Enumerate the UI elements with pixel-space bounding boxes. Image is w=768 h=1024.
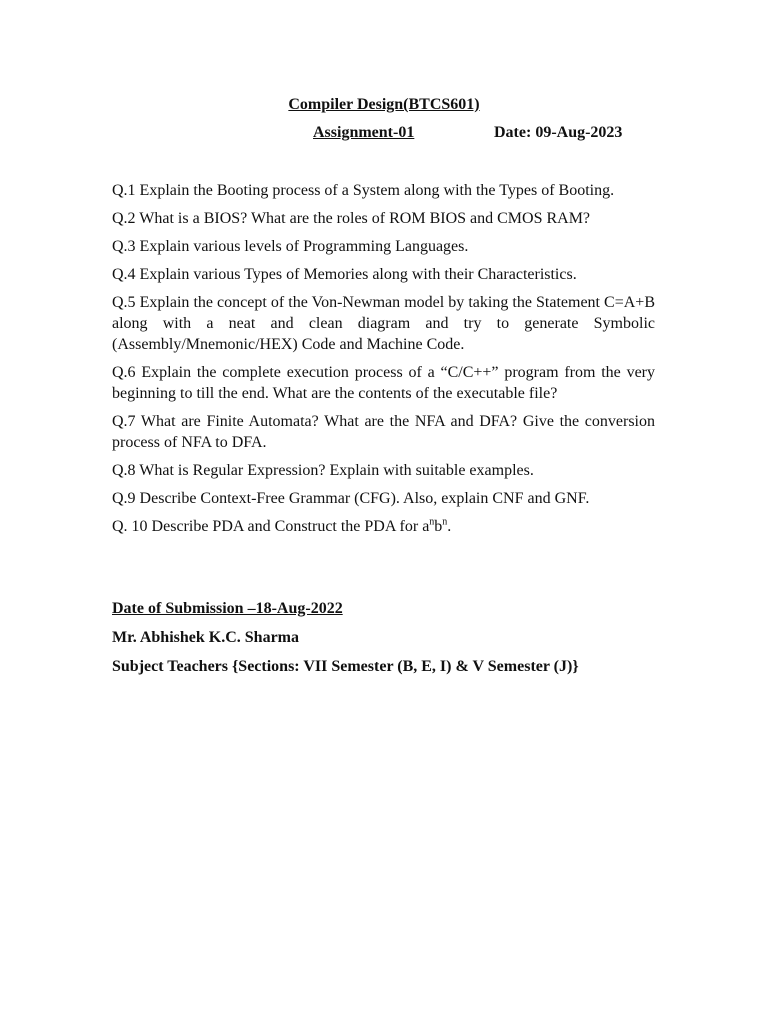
question-2: Q.2 What is a BIOS? What are the roles of ROM BIOS and CMOS RAM? xyxy=(112,210,591,227)
submission-date xyxy=(112,599,672,619)
teacher-name: Mr. Abhishek K.C. Sharma xyxy=(112,629,299,646)
question-1: Q.1 Explain the Booting process of a System along with the Types of Booting. xyxy=(112,182,615,199)
question-list xyxy=(112,180,655,544)
question-10-prefix: Q. 10 Describe PDA and Construct the PDA for a xyxy=(112,518,430,535)
question-3: Q.3 Explain various levels of Programming Languages. xyxy=(112,238,469,255)
question-8: Q.8 What is Regular Expression? Explain with suitable examples. xyxy=(112,462,534,479)
question-10-superscript-2: n xyxy=(442,516,448,528)
teacher-sections: Subject Teachers {Sections: VII Semester (B, E, I) & V Semester (J)} xyxy=(112,658,579,675)
question-5: Q.5 Explain the concept of the Von-Newman model by taking the Statement C=A+B along with a neat and clean diagram and try to generate Symbolic (Assembly/Mnemonic/HEX) Code and Machine Code. xyxy=(112,294,655,353)
assignment-footer xyxy=(112,599,672,686)
question-10-suffix: . xyxy=(447,518,452,535)
question-9: Q.9 Describe Context-Free Grammar (CFG). Also, explain CNF and GNF. xyxy=(112,490,590,507)
question-6: Q.6 Explain the complete execution process of a “C/C++” program from the very beginning to till the end. What are the contents of the executable file? xyxy=(112,364,655,402)
assignment-label xyxy=(313,123,414,143)
question-10-mid: b xyxy=(434,518,443,535)
assignment-date: Date: 09-Aug-2023 xyxy=(494,124,623,141)
question-7: Q.7 What are Finite Automata? What are the NFA and DFA? Give the conversion process of NFA to DFA. xyxy=(112,413,655,451)
question-10-superscript-1: n xyxy=(429,516,435,528)
submission-date-text: Date of Submission –18-Aug-2022 xyxy=(112,600,343,617)
question-10 xyxy=(112,516,655,537)
assignment-label-text: Assignment-01 xyxy=(313,124,415,141)
course-title-text: Compiler Design(BTCS601) xyxy=(288,96,480,113)
question-4: Q.4 Explain various Types of Memories along with their Characteristics. xyxy=(112,266,577,283)
course-title xyxy=(0,95,768,115)
